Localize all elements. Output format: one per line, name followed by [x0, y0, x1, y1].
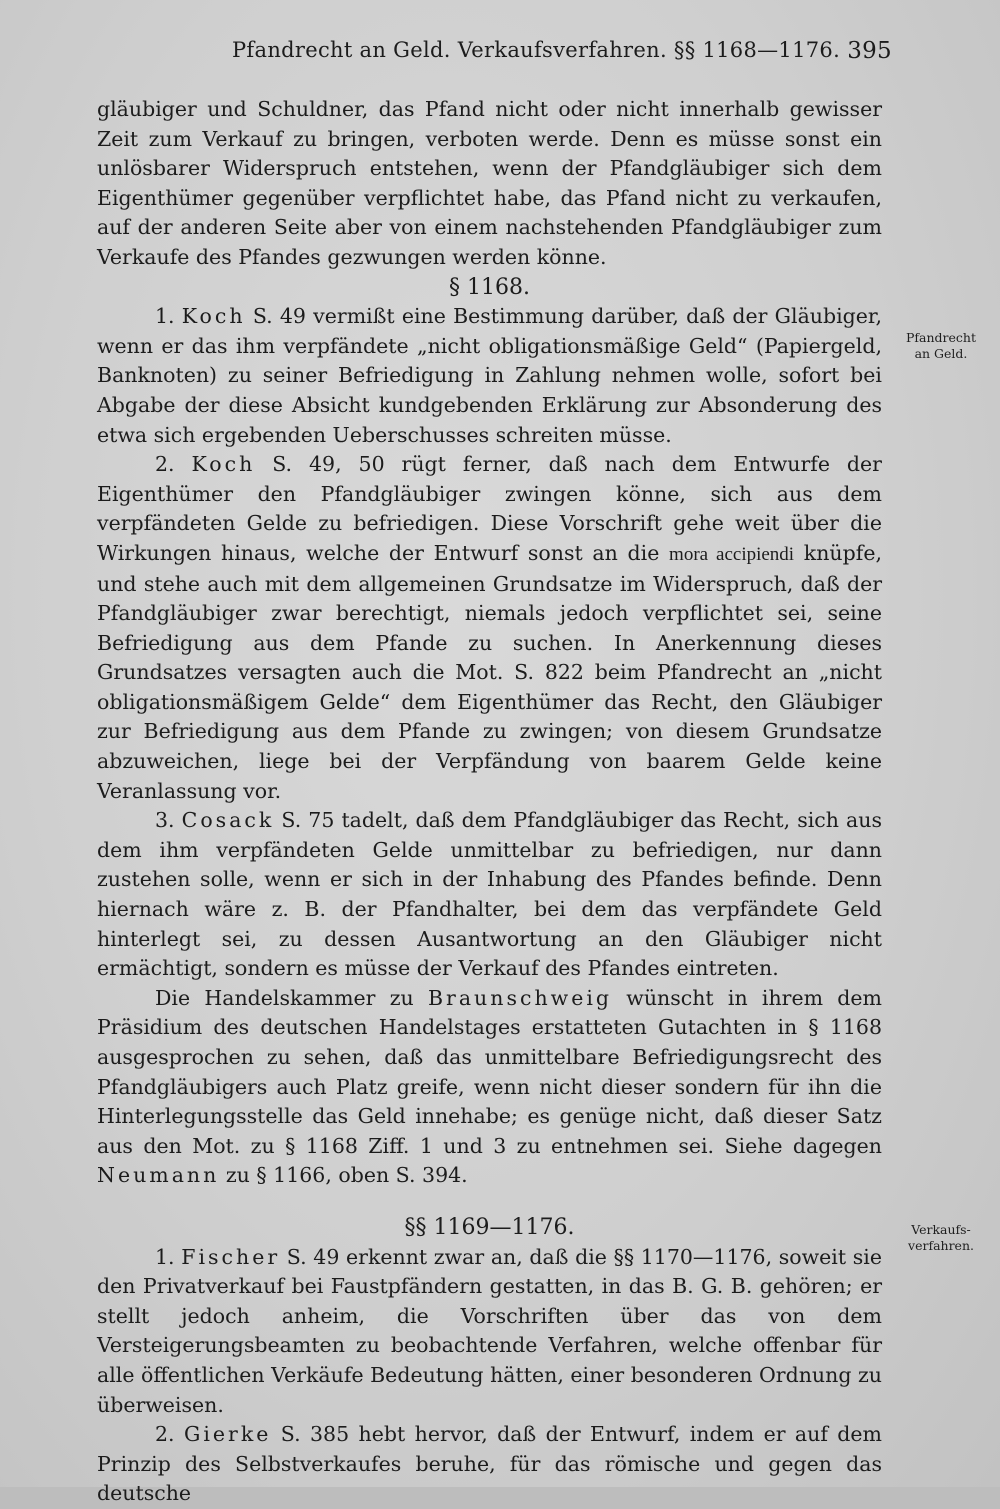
item-number: 2.: [155, 452, 175, 477]
paragraph-koch-1: [97, 302, 882, 450]
running-title: Pfandrecht an Geld. Verkaufsverfahren. §§ 1168—1176.: [232, 38, 841, 62]
author-name: Cosack: [181, 808, 275, 833]
item-number: 1.: [155, 1244, 175, 1269]
paragraph-cosack: [97, 806, 882, 984]
item-number: 2.: [155, 1422, 175, 1447]
paragraph-text: wünscht in ihrem dem Präsidium des deutschen Handelstages erstatteten Gutachten in § 1168 ausgesprochen zu sehen, daß das unmittelbare Befriedigungsrecht des Pfandgläubigers auch Platz greife, wenn nicht dieser sondern für ihn die Hinterlegungsstelle das Geld innehabe; es genüge nicht, daß dieser Satz aus den Mot. zu § 1168 Ziff. 1 und 3 zu entnehmen sei. Siehe dagegen: [97, 985, 882, 1158]
paragraph-text: knüpfe, und stehe auch mit dem allgemeinen Grundsatze im Widerspruch, daß der Pfandgläubiger zwar berechtigt, niemals jedoch verpflichtet sei, seine Befriedigung aus dem Pfande zu suchen. In Anerkennung dieses Grundsatzes versagten auch die Mot. S. 822 beim Pfandrecht an „nicht obligationsmäßigem Gelde“ dem Eigenthümer das Recht, den Gläubiger zur Befriedigung aus dem Pfande zu zwingen; von diesem Grundsatze abzuweichen, liege bei der Verpfändung von baarem Gelde keine Veranlassung vor.: [97, 540, 882, 803]
page-number: 395: [847, 38, 892, 64]
paragraph-text: S. 75 tadelt, daß dem Pfandgläubiger das Recht, sich aus dem ihm verpfändeten Gelde unmittelbar zu befriedigen, nur dann zustehen solle, wenn er sich in der Inhabung des Pfandes befinde. Denn hiernach wäre z. B. der Pfandhalter, bei dem das verpfändete Geld hinterlegt sei, zu dessen Ausantwortung an den Gläubiger nicht ermächtigt, sondern es müsse der Verkauf des Pfandes eintreten.: [97, 808, 882, 981]
city-name: Braunschweig: [427, 985, 613, 1010]
running-header: [232, 38, 892, 62]
paragraph-text: Die Handelskammer zu: [155, 985, 414, 1010]
paragraph-koch-2: [97, 450, 882, 806]
section-heading-1168: § 1168.: [449, 274, 530, 300]
latin-term: mora accipiendi: [669, 543, 795, 565]
paragraph-gierke: [97, 1420, 882, 1509]
paragraph-text: S. 385 hebt hervor, daß der Entwurf, indem er auf dem Prinzip des Selbstverkaufes beruhe, für das römische und gegen das deutsche: [97, 1422, 882, 1506]
author-name: Gierke: [183, 1422, 272, 1447]
body-text: [97, 95, 882, 1509]
item-number: 1.: [155, 304, 175, 329]
paragraph-fischer: [97, 1243, 882, 1421]
item-number: 3.: [155, 808, 175, 833]
paragraph-text: zu § 1166, oben S. 394.: [225, 1163, 468, 1188]
section-heading-1169-1176: §§ 1169—1176.: [404, 1214, 575, 1240]
paragraph-handelskammer: [97, 984, 882, 1191]
paragraph-text: S. 49, 50 rügt ferner, daß nach dem Entwurfe der Eigenthümer den Pfandgläubiger zwingen könne, sich aus dem verpfändeten Gelde zu befriedigen. Diese Vorschrift gehe weit über die Wirkungen hinaus, welche der Entwurf sonst an die: [97, 452, 882, 565]
paragraph-text: S. 49 erkennt zwar an, daß die §§ 1170—1176, soweit sie den Privatverkauf bei Faustpfändern gestatten, in das B. G. B. gehören; er stellt jedoch anheim, die Vorschriften über das von dem Versteigerungsbeamten zu beobachtende Verfahren, welche offenbar für alle öffentlichen Verkäufe Bedeutung hätten, einer besonderen Ordnung zu überweisen.: [97, 1244, 882, 1417]
margin-note-verkaufsverfahren: Verkaufs-verfahren.: [908, 1222, 974, 1253]
author-name: Fischer: [181, 1244, 281, 1269]
margin-note-pfandrecht: Pfandrecht an Geld.: [906, 330, 976, 361]
paragraph-continued: gläubiger und Schuldner, das Pfand nicht oder nicht innerhalb gewisser Zeit zum Verkauf zu bringen, verboten werde. Denn es müsse sonst ein unlösbarer Widerspruch entstehen, wenn der Pfandgläubiger sich dem Eigenthümer gegenüber verpflichtet habe, das Pfand nicht zu verkaufen, auf der anderen Seite aber von einem nachstehenden Pfandgläubiger zum Verkaufe des Pfandes gezwungen werden könne.: [97, 97, 882, 269]
author-name: Koch: [191, 452, 256, 477]
author-name: Neumann: [97, 1163, 220, 1188]
author-name: Koch: [181, 304, 246, 329]
paragraph-text: S. 49 vermißt eine Bestimmung darüber, daß der Gläubiger, wenn er das ihm verpfändete „nicht obligationsmäßige Geld“ (Papiergeld, Banknoten) zu seiner Befriedigung in Zahlung nehmen wolle, sofort bei Abgabe der diese Absicht kundgebenden Erklärung zur Absonderung des etwa sich ergebenden Ueberschusses schreiten müsse.: [97, 304, 882, 447]
